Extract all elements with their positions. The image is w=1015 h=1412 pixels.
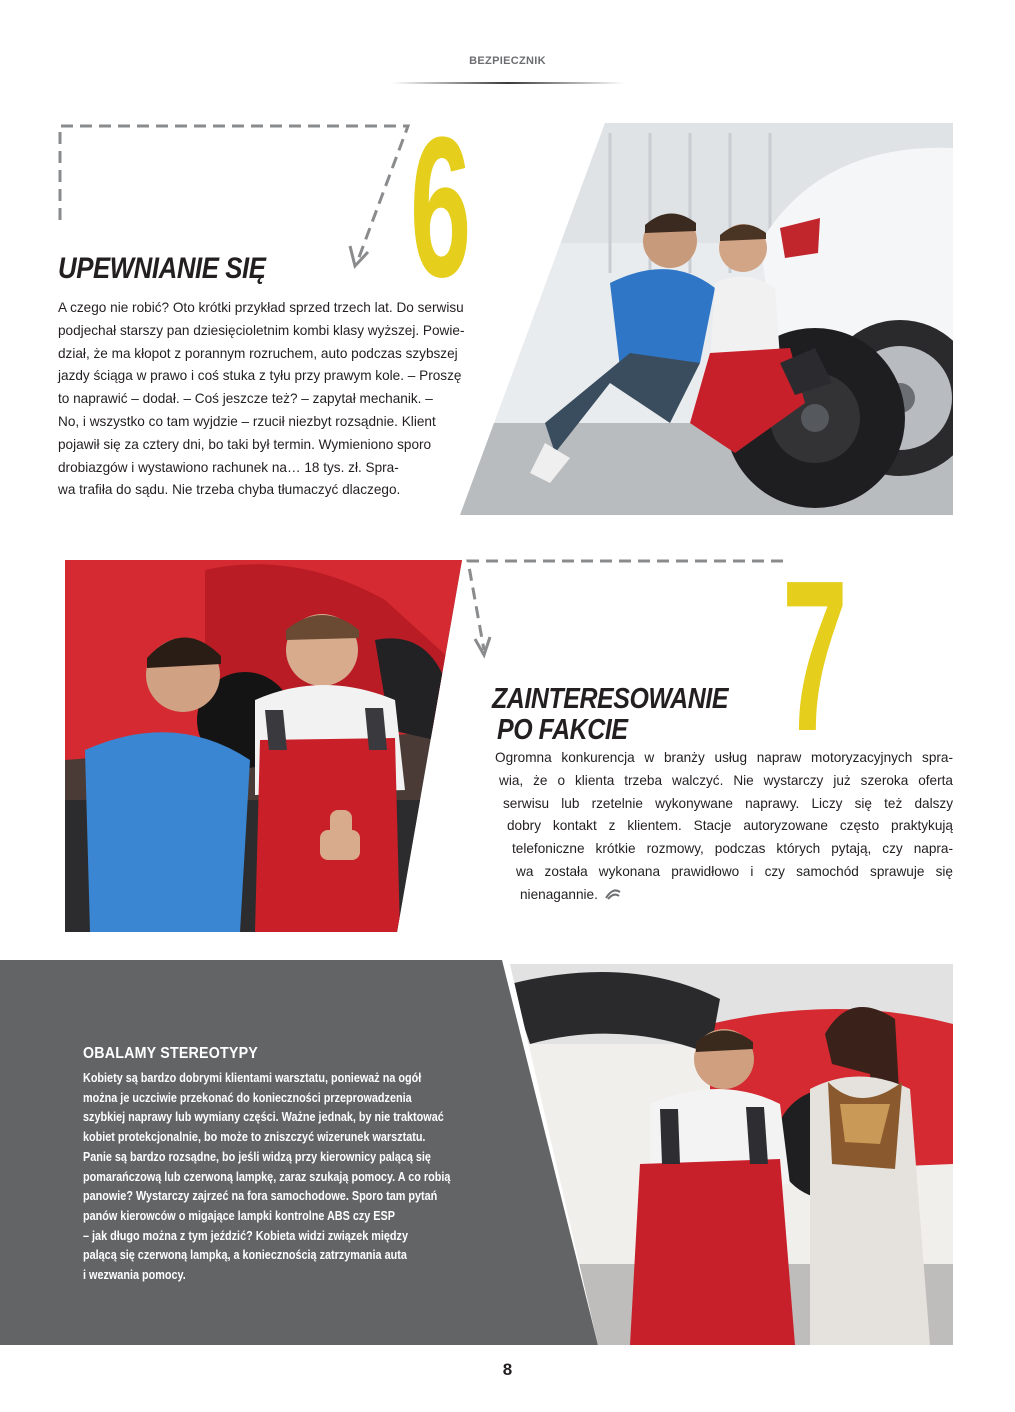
text-line: panowie? Wystarczy zajrzeć na fora samochodowe. Sporo tam pytań — [83, 1189, 438, 1204]
text-line: wa została wykonana prawidłowo i czy samochód sprawuje się — [516, 863, 953, 879]
text-line: dobry kontakt z klientem. Stacje autoryzowane często praktykują — [507, 818, 953, 834]
text-line: drobiazgów i wystawiono rachunek na… 18 tys. zł. Spra- — [58, 459, 399, 475]
text-line: palącą się czerwoną lampką, a koniecznością zatrzymania auta — [83, 1248, 407, 1263]
text-line-last — [520, 884, 953, 907]
text-line: dział, że ma kłopot z porannym rozruchem, auto podczas szybszej — [58, 345, 458, 361]
dashed-arrow-frame-7 — [462, 555, 792, 665]
text-line: Panie są bardzo rozsądne, bo jeśli widzą przy kierownicy palącą się — [83, 1149, 431, 1164]
text-line: pomarańczową lub czerwoną lampkę, zaraz szukają pomocy. A co robią — [83, 1169, 451, 1184]
text-line: podjechał starszy pan dziesięcioletnim kombi klasy wyższej. Powie- — [58, 322, 465, 338]
photo-mechanic-thumbs-up — [65, 560, 462, 932]
text-line: szybkiej naprawy lub wymiany części. Ważne jednak, by nie traktować — [83, 1110, 444, 1125]
section-title-6: UPEWNIANIE SIĘ — [58, 252, 266, 285]
text-line: to naprawić – dodał. – Coś jeszcze też? – zapytał mechanik. – — [58, 391, 433, 407]
text-line: serwisu lub rzetelnie wykonywane naprawy. Liczy się też dalszy — [503, 795, 953, 811]
section-title-7-line1: ZAINTERESOWANIE — [492, 683, 729, 715]
text-line: No, i wszystko co tam wyjdzie – rzucił niezbyt rozsądnie. Klient — [58, 413, 436, 429]
magazine-end-mark-icon — [605, 889, 621, 900]
text-line: Kobiety są bardzo dobrymi klientami warsztatu, ponieważ na ogół — [83, 1071, 422, 1085]
text-line: i wezwania pomocy. — [83, 1268, 186, 1283]
header-divider — [392, 82, 624, 84]
text-line: wa trafiła do sądu. Nie trzeba chyba tłumaczyć dlaczego. — [58, 482, 401, 498]
text-line: Ogromna konkurencja w branży usług napraw motoryzacyjnych spra- — [495, 750, 953, 765]
text-line: można je uczciwie przekonać do konieczności przeprowadzenia — [83, 1090, 412, 1105]
section-text-6 — [58, 297, 464, 502]
section-number-7: 7 — [782, 535, 848, 776]
text-line: jazdy ściąga w prawo i coś stuka z tyłu przy prawym kole. – Proszę — [58, 368, 462, 384]
section-label: BEZPIECZNIK — [469, 55, 546, 67]
section-text-7 — [495, 747, 953, 907]
text-line: panów kierowców o migające lampki kontrolne ABS czy ESP — [83, 1208, 395, 1223]
text-line: pojawił się za cztery dni, bo taki był termin. Wymieniono sporo — [58, 436, 432, 452]
text-line: – jak długo można z tym jeździć? Kobieta widzi związek między — [83, 1228, 408, 1243]
text-line: kobiet protekcjonalnie, bo może to zniszczyć wizerunek warsztatu. — [83, 1130, 426, 1145]
text-line: wia, że o klienta trzeba walczyć. Nie wystarczy już szeroka oferta — [499, 772, 953, 788]
text-line: nienagannie. — [520, 886, 598, 902]
sidebar-title: OBALAMY STEREOTYPY — [83, 1045, 258, 1062]
photo-mechanics-tire-check — [460, 123, 953, 515]
section-title-7-line2: PO FAKCIE — [497, 714, 628, 746]
section-number-6: 6 — [410, 96, 472, 319]
page-number: 8 — [502, 1360, 513, 1379]
text-line: telefoniczne krótkie rozmowy, podczas których pytają, czy napra- — [512, 841, 953, 857]
sidebar-text — [83, 1069, 450, 1286]
text-line: A czego nie robić? Oto krótki przykład sprzed trzech lat. Do serwisu — [58, 300, 464, 315]
